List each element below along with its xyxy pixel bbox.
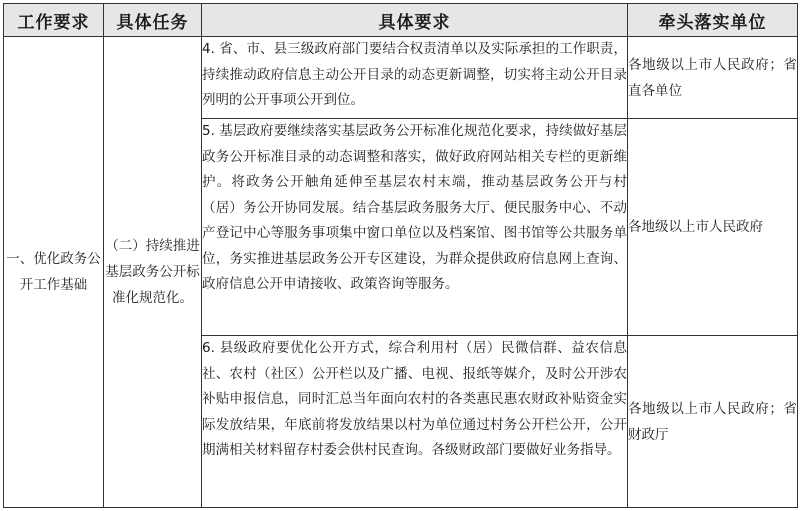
- requirement-cell: 5. 基层政府要继续落实基层政务公开标准化规范化要求，持续做好基层政务公开标准目录的动态调整和落实，做好政府网站相关专栏的更新维护。将政务公开触角延伸至基层农村末端，推动基层政务公开与村（居）务公开协同发展。结合基层政务服务大厅、便民服务中心、不动产登记中心等服务事项集中窗口单位以及档案馆、图书馆等公共服务单位，务实推进基层政务公开专区建设，为群众提供政府信息网上查询、政府信息公开申请接收、政策咨询等服务。: [202, 119, 628, 336]
- task-cell: （二）持续推进基层政务公开标准化规范化。: [104, 37, 202, 508]
- lead-unit-cell: 各地级以上市人民政府；省财政厅: [628, 336, 798, 508]
- requirement-cell: 6. 县级政府要优化公开方式，综合利用村（居）民微信群、益农信息社、农村（社区）公开栏以及广播、电视、报纸等媒介，及时公开涉农补贴申报信息，同时汇总当年面向农村的各类惠民惠农财政补贴资金实际发放结果，年底前将发放结果以村为单位通过村务公开栏公开，公开期满相关材料留存村委会供村民查询。各级财政部门要做好业务指导。: [202, 336, 628, 508]
- header-specific-task: 具体任务: [104, 4, 202, 37]
- header-work-requirement: 工作要求: [4, 4, 104, 37]
- lead-unit-cell: 各地级以上市人民政府: [628, 119, 798, 336]
- table-row: [4, 37, 798, 119]
- header-lead-unit: 牵头落实单位: [628, 4, 798, 37]
- lead-unit-cell: 各地级以上市人民政府；省直各单位: [628, 37, 798, 119]
- category-cell: 一、优化政务公开工作基础: [4, 37, 104, 508]
- policy-table: [3, 3, 798, 508]
- header-specific-requirement: 具体要求: [202, 4, 628, 37]
- header-row: [4, 4, 798, 37]
- requirement-cell: 4. 省、市、县三级政府部门要结合权责清单以及实际承担的工作职责，持续推动政府信息主动公开目录的动态更新调整，切实将主动公开目录列明的公开事项公开到位。: [202, 37, 628, 119]
